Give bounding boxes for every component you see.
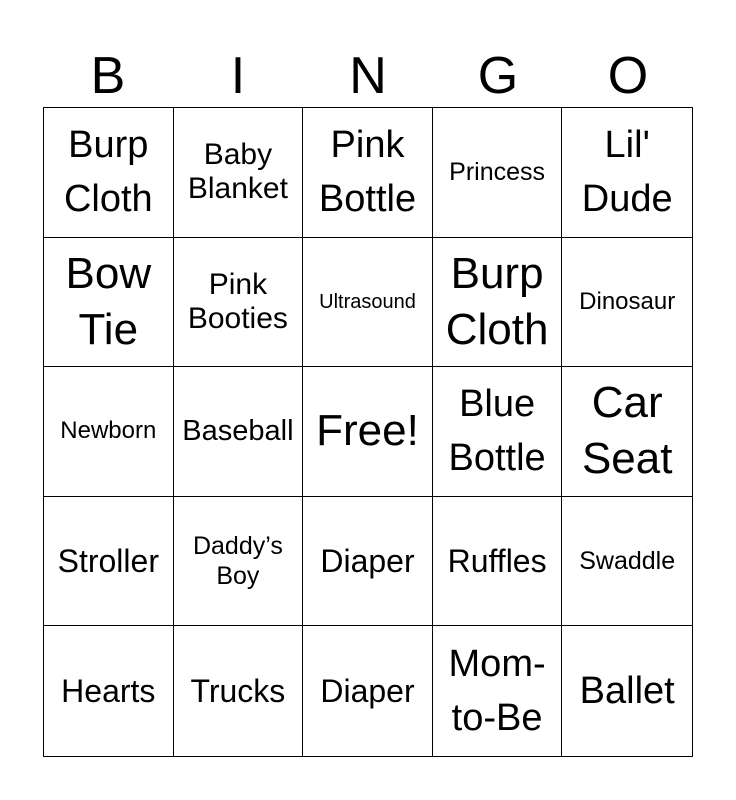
cell-label: Daddy’s Boy (192, 532, 283, 591)
bingo-cell[interactable] (174, 238, 304, 368)
bingo-cell[interactable] (562, 626, 692, 756)
cell-label: Free! (316, 406, 419, 456)
bingo-cell[interactable] (433, 108, 563, 238)
bingo-cell[interactable] (562, 108, 692, 238)
cell-label: Hearts (61, 673, 156, 710)
bingo-cell[interactable] (433, 367, 563, 497)
cell-label: Pink Booties (187, 267, 288, 335)
bingo-cell[interactable] (44, 238, 174, 368)
cell-label: Bow Tie (65, 248, 152, 354)
cell-label: Swaddle (579, 547, 676, 576)
bingo-cell[interactable] (433, 497, 563, 627)
cell-label: Dinosaur (579, 287, 676, 315)
cell-label: Ultrasound (319, 290, 416, 313)
bingo-cell[interactable] (562, 497, 692, 627)
cell-label: Baseball (182, 415, 294, 448)
cell-label: Lil' Dude (581, 124, 673, 221)
cell-label: Diaper (320, 543, 415, 580)
bingo-cell[interactable] (174, 626, 304, 756)
bingo-cell[interactable] (174, 367, 304, 497)
cell-label: Diaper (320, 673, 415, 710)
cell-label: Ballet (579, 670, 675, 713)
cell-label: Blue Bottle (448, 383, 546, 480)
cell-label: Trucks (190, 673, 286, 710)
bingo-cell[interactable] (174, 497, 304, 627)
free-space[interactable] (303, 367, 433, 497)
cell-label: Burp Cloth (445, 248, 549, 354)
header-letter-o: O (607, 47, 649, 105)
bingo-cell[interactable] (303, 626, 433, 756)
bingo-cell[interactable] (44, 497, 174, 627)
header-letter-i: I (230, 47, 246, 105)
header-letter-g: G (477, 47, 519, 105)
bingo-grid (43, 107, 693, 757)
cell-label: Ruffles (447, 543, 547, 580)
cell-label: Burp Cloth (63, 124, 153, 221)
bingo-cell[interactable] (303, 238, 433, 368)
bingo-cell[interactable] (44, 367, 174, 497)
bingo-header (43, 44, 693, 108)
bingo-cell[interactable] (562, 238, 692, 368)
header-letter-n: N (349, 47, 387, 105)
bingo-cell[interactable] (562, 367, 692, 497)
bingo-cell[interactable] (303, 497, 433, 627)
cell-label: Princess (449, 158, 546, 187)
cell-label: Newborn (60, 417, 157, 445)
bingo-cell[interactable] (174, 108, 304, 238)
cell-label: Mom-to-Be (448, 643, 546, 740)
bingo-cell[interactable] (433, 238, 563, 368)
bingo-cell[interactable] (44, 626, 174, 756)
bingo-cell[interactable] (44, 108, 174, 238)
header-letter-b: B (90, 47, 126, 105)
bingo-cell[interactable] (303, 108, 433, 238)
cell-label: Baby Blanket (187, 138, 288, 206)
cell-label: Stroller (57, 543, 159, 580)
cell-label: Pink Bottle (318, 124, 417, 221)
bingo-cell[interactable] (433, 626, 563, 756)
cell-label: Car Seat (581, 378, 673, 484)
